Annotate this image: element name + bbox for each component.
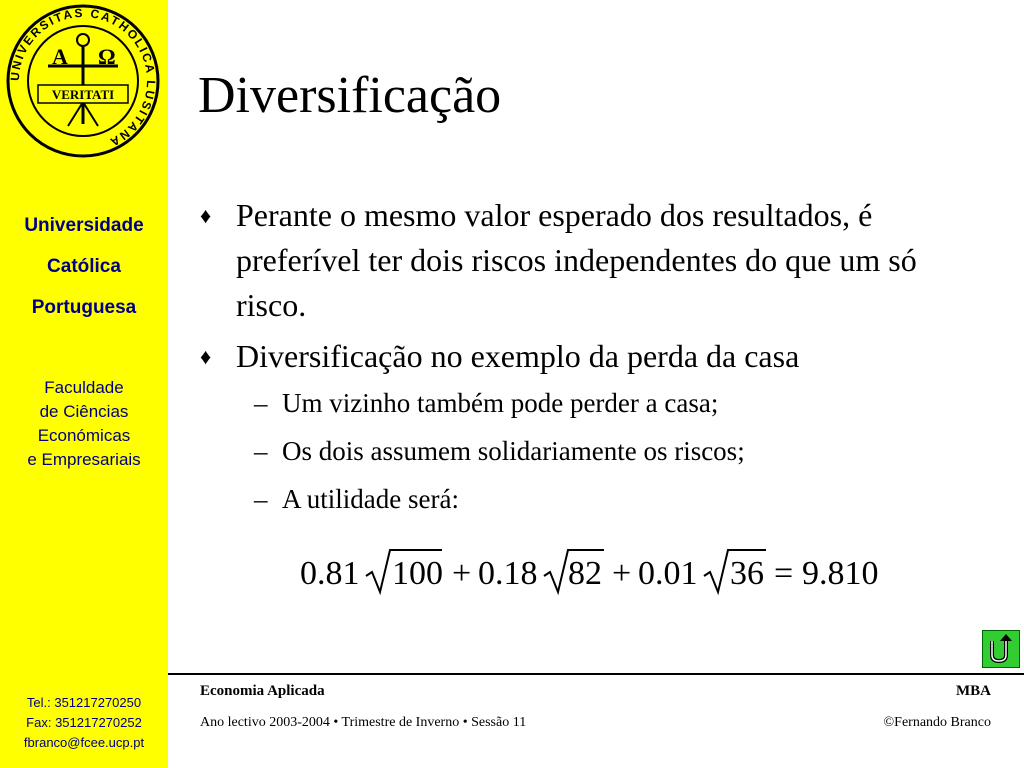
dash-bullet: – [254,436,268,466]
diamond-bullet-icon: ♦ [200,344,212,369]
sub-bullet-item [200,475,990,523]
sidebar [0,0,168,768]
university-name [0,205,168,328]
university-line: Católica [47,256,121,277]
university-line: Portuguesa [31,297,137,318]
footer-program: MBA [956,683,991,699]
footer-course: Economia Aplicada [200,683,325,699]
faculty-line: e Empresariais [27,450,141,469]
formula-radicand: 100 [392,555,443,592]
dash-bullet: – [254,484,268,514]
sub-bullet-text: A utilidade será: [282,484,459,514]
seal-motto: VERITATI [51,87,115,102]
faculty-line: Faculdade [44,378,124,397]
formula-coef: 0.18 [478,555,538,592]
formula-coef: 0.81 [300,555,360,592]
sub-bullet-item [200,427,990,475]
bullet-text: Diversificação no exemplo da perda da casa [236,338,800,374]
footer-divider [168,673,1024,675]
footer-session: Ano lectivo 2003-2004 • Trimestre de Inverno • Sessão 11 [200,715,527,730]
university-line: Universidade [24,215,144,236]
utility-formula [300,542,910,602]
contact-phone: Tel.: 351217270250 [26,695,142,710]
sub-bullet-text: Os dois assumem solidariamente os riscos; [282,436,745,466]
formula-equals: = [774,555,794,592]
contact-info [0,693,168,753]
formula-plus: + [452,555,472,592]
return-button[interactable] [982,630,1020,668]
formula-result: 9.810 [802,555,879,592]
seal-ring-text: UNIVERSITAS CATHOLICA LUSITANA [7,5,159,151]
bullet-list [200,193,990,523]
footer-author: ©Fernando Branco [883,715,991,730]
faculty-name [0,376,168,472]
formula-coef: 0.01 [638,555,698,592]
bullet-item [200,193,990,328]
bullet-text: Perante o mesmo valor esperado dos resultados, é preferível ter dois riscos independentes do que um só risco. [236,197,917,323]
faculty-line: Económicas [37,426,131,445]
sub-bullet-item [200,379,990,427]
seal-alpha: A [52,44,68,69]
slide-title: Diversificação [198,67,502,124]
contact-fax: Fax: 351217270252 [26,715,142,730]
formula-plus: + [612,555,632,592]
formula-radicand: 36 [730,555,764,592]
university-seal-logo [4,2,162,160]
u-turn-return-icon [983,631,1019,667]
seal-omega: Ω [98,44,116,69]
formula-radicand: 82 [568,555,602,592]
sub-bullet-text: Um vizinho também pode perder a casa; [282,388,719,418]
contact-email: fbranco@fcee.ucp.pt [23,735,145,750]
faculty-line: de Ciências [39,402,129,421]
bullet-item [200,334,990,379]
dash-bullet: – [254,388,268,418]
diamond-bullet-icon: ♦ [200,203,212,228]
